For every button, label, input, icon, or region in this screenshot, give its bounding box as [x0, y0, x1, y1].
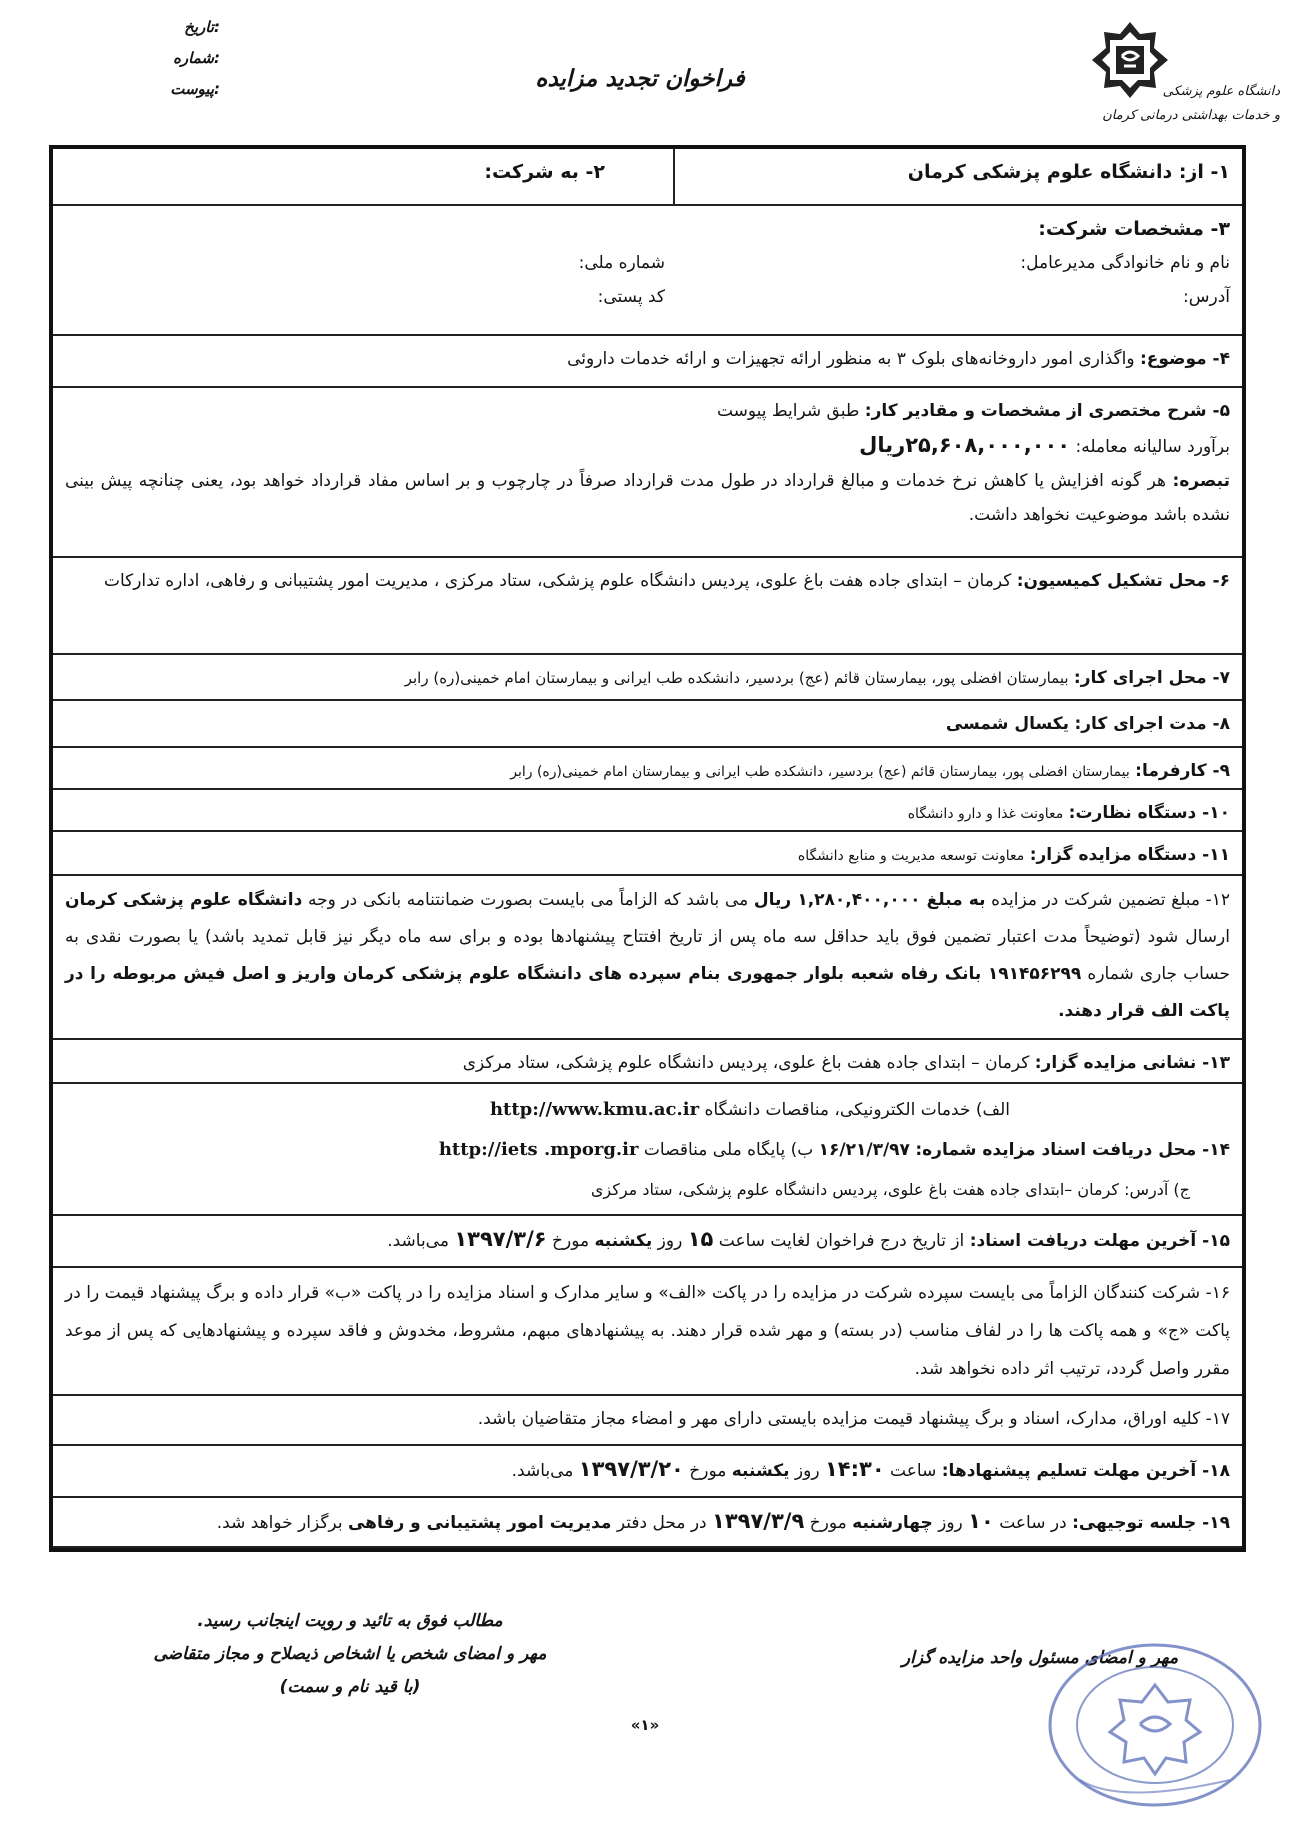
document-title: فراخوان تجدید مزایده	[535, 66, 745, 92]
documents-deadline-hour: ۱۵	[687, 1227, 714, 1251]
briefing-text-b: روز	[938, 1513, 963, 1533]
document-meta	[100, 12, 220, 105]
description-label: ۵- شرح مختصری از مشخصات و مقادیر کار:	[864, 401, 1230, 421]
note-text: هر گونه افزایش یا کاهش نرخ خدمات و مبالغ قرارداد در طول مدت قرارداد صرفاً در چارچوب و بر اساس مفاد قرارداد خواهد بود، یعنی چنانچه پیش بینی نشده باشد موضوعیت نخواهد داشت.	[65, 471, 1230, 525]
employer-label: ۹- کارفرما:	[1135, 761, 1230, 781]
row-briefing-session	[53, 1498, 1242, 1548]
number-label: شماره:	[173, 49, 220, 67]
briefing-text-c: مورخ	[809, 1513, 847, 1533]
iets-website-link[interactable]: http://iets .mporg.ir	[438, 1139, 639, 1160]
work-location-text: بیمارستان افضلی پور، بیمارستان قائم (عج) بردسیر، دانشکده طب ایرانی و بیمارستان امام خمینی(ره) رابر	[404, 669, 1069, 687]
page-number: «۱»	[630, 1716, 660, 1734]
briefing-office: مدیریت امور پشتیبانی و رفاهی	[347, 1513, 612, 1533]
documents-deadline-text-b: روز	[657, 1231, 683, 1251]
national-portal-text: ب) پایگاه ملی مناقصات	[643, 1140, 814, 1160]
auctioneer-address-label: ۱۳- نشانی مزایده گزار:	[1034, 1053, 1230, 1073]
organization-name	[1040, 80, 1280, 128]
documents-deadline-text-c: مورخ	[552, 1231, 590, 1251]
manager-name-label: نام و نام خانوادگی مدیرعامل:	[1020, 253, 1230, 273]
description-text: طبق شرایط پیوست	[716, 401, 860, 421]
estimate-value: ۲۵,۶۰۸,۰۰۰,۰۰۰ریال	[859, 433, 1071, 457]
briefing-date: ۱۳۹۷/۳/۹	[712, 1509, 805, 1533]
commission-place-text: کرمان – ابتدای جاده هفت باغ علوی، پردیس دانشگاه علوم پزشکی، ستاد مرکزی ، مدیریت امور پشتیبانی و رفاهی، اداره تدارکات	[103, 571, 1012, 591]
kmu-website-link[interactable]: http://www.kmu.ac.ir	[489, 1099, 700, 1120]
approval-line-2: مهر و امضای شخص یا اشخاص ذیصلاح و مجاز متقاضی	[153, 1644, 547, 1664]
org-line-2: و خدمات بهداشتی درمانی کرمان	[1102, 108, 1280, 123]
submission-deadline-text-a: ساعت	[890, 1461, 937, 1481]
commission-place-label: ۶- محل تشکیل کمیسیون:	[1016, 571, 1230, 591]
submission-deadline-hour: ۱۴:۳۰	[824, 1457, 885, 1481]
national-id-label: شماره ملی:	[578, 253, 665, 273]
supervisor-text: معاونت غذا و دارو دانشگاه	[907, 806, 1064, 822]
auctioneer-address-text: کرمان – ابتدای جاده هفت باغ علوی، پردیس دانشگاه علوم پزشکی، ستاد مرکزی	[462, 1053, 1030, 1073]
row-subject	[53, 336, 1242, 388]
row-documents-deadline	[53, 1216, 1242, 1268]
guarantee-amount: به مبلغ ۱,۲۸۰,۴۰۰,۰۰۰ ریال	[753, 890, 986, 910]
briefing-day: چهارشنبه	[852, 1513, 933, 1533]
envelopes-text: ۱۶- شرکت کنندگان الزاماً می بایست سپرده شرکت در مزایده را در پاکت «الف» و سایر مدارک و اسناد مزایده را در پاکت «ب» قرار داده و برگ پیشنهاد قیمت را در پاکت «ج» و همه پاکت ها را در لفاف مناسب (در بسته) و مهر شده قرار دهند. به پیشنهادهای مبهم، مشروط، مخدوش و فاقد سپرده و پیشنهادهایی که پس از موعد مقرر واصل گردد، ترتیب اثر داده نخواهد شد.	[65, 1283, 1230, 1379]
guarantee-text-d: ارسال شود (توضیحاً مدت اعتبار تضمین فوق باید حداقل سه ماه پس از تاریخ افتتاح پیشنهادها بوده و برای سه ماه دیگر نیز قابل تمدید باشد) یا بصورت نقدی به حساب جاری شماره	[65, 927, 1231, 984]
org-line-1: دانشگاه علوم پزشکی	[1162, 84, 1280, 99]
submission-deadline-text-d: می‌باشد.	[511, 1461, 574, 1481]
note-label: تبصره:	[1172, 471, 1230, 491]
row-guarantee	[53, 876, 1242, 1040]
documents-deadline-text-d: می‌باشد.	[387, 1231, 449, 1251]
applicant-approval	[80, 1605, 620, 1704]
duration-label: ۸- مدت اجرای کار:	[1074, 714, 1230, 734]
row-documents-location	[53, 1084, 1242, 1216]
guarantee-text-b: می باشد که الزاماً می بایست بصورت ضمانتنامه بانکی در وجه	[308, 890, 749, 910]
row-auctioneer-address	[53, 1040, 1242, 1084]
university-seal-icon	[1040, 1640, 1270, 1810]
documents-deadline-day: یکشنبه	[594, 1231, 653, 1251]
guarantee-account: ۱۹۱۴۵۶۲۹۹ بانک رفاه شعبه بلوار جمهوری بنام سپرده های دانشگاه علوم پزشکی کرمان واریز و اصل فیش مربوطه را در پاکت الف قرار دهند.	[65, 964, 1230, 1021]
row-work-location	[53, 655, 1242, 701]
auctioneer-text: معاونت توسعه مدیریت و منابع دانشگاه	[797, 848, 1025, 864]
from-field: ۱- از: دانشگاه علوم پزشکی کرمان	[907, 161, 1230, 183]
briefing-hour: ۱۰	[968, 1509, 994, 1533]
work-location-label: ۷- محل اجرای کار:	[1073, 668, 1230, 688]
documents-location-label: ۱۴- محل دریافت اسناد مزایده شماره:	[915, 1140, 1230, 1160]
supervisor-label: ۱۰- دستگاه نظارت:	[1068, 803, 1230, 823]
approval-line-3: (با قید نام و سمت)	[279, 1677, 421, 1697]
submission-deadline-label: ۱۸- آخرین مهلت تسلیم پیشنهادها:	[941, 1461, 1230, 1481]
row-company-details	[53, 206, 1242, 336]
row-submission-deadline	[53, 1446, 1242, 1498]
subject-label: ۴- موضوع:	[1139, 349, 1230, 369]
approval-line-1: مطالب فوق به تائید و رویت اینجانب رسید.	[197, 1611, 503, 1631]
submission-deadline-text-c: مورخ	[689, 1461, 727, 1481]
row-from-to	[53, 149, 1242, 206]
row-employer	[53, 748, 1242, 790]
submission-deadline-text-b: روز	[794, 1461, 820, 1481]
auctioneer-label: ۱۱- دستگاه مزایده گزار:	[1029, 845, 1230, 865]
attachment-label: پیوست:	[170, 80, 220, 98]
signatures-requirement-text: ۱۷- کلیه اوراق، مدارک، اسناد و برگ پیشنهاد قیمت مزایده بایستی دارای مهر و امضاء مجاز متقاضیان باشد.	[477, 1409, 1230, 1429]
cell-divider	[673, 149, 675, 204]
employer-text: بیمارستان افضلی پور، بیمارستان قائم (عج) بردسیر، دانشکده طب ایرانی و بیمارستان امام خمینی(ره) رابر	[510, 764, 1130, 780]
company-details-heading: ۳- مشخصات شرکت:	[1038, 218, 1230, 240]
submission-deadline-date: ۱۳۹۷/۳/۲۰	[578, 1457, 684, 1481]
briefing-text-d: در محل دفتر	[616, 1513, 707, 1533]
documents-deadline-date: ۱۳۹۷/۳/۶	[454, 1227, 547, 1251]
row-duration	[53, 701, 1242, 748]
row-signatures-requirement	[53, 1396, 1242, 1446]
guarantee-beneficiary: دانشگاه علوم پزشکی کرمان	[65, 890, 303, 910]
auction-number: ۱۶/۲۱/۳/۹۷	[818, 1140, 910, 1160]
submission-deadline-day: یکشنبه	[731, 1461, 790, 1481]
row-auctioneer	[53, 832, 1242, 876]
duration-text: یکسال شمسی	[945, 714, 1070, 734]
briefing-text-e: برگزار خواهد شد.	[216, 1513, 343, 1533]
to-field: ۲- به شرکت:	[484, 161, 605, 183]
estimate-label: برآورد سالیانه معامله:	[1075, 437, 1230, 457]
briefing-text-a: در ساعت	[999, 1513, 1067, 1533]
documents-deadline-text-a: از تاریخ درج فراخوان لغایت ساعت	[718, 1231, 965, 1251]
address-label: آدرس:	[1183, 287, 1230, 307]
electronic-services-text: الف) خدمات الکترونیکی، مناقصات دانشگاه	[704, 1100, 1010, 1120]
date-label: تاریخ:	[184, 18, 220, 36]
postal-code-label: کد پستی:	[597, 287, 665, 307]
row-supervisor	[53, 790, 1242, 832]
documents-deadline-label: ۱۵- آخرین مهلت دریافت اسناد:	[969, 1231, 1230, 1251]
guarantee-text-a: ۱۲- مبلغ تضمین شرکت در مزایده	[991, 890, 1231, 910]
subject-text: واگذاری امور داروخانه‌های بلوک ۳ به منظور ارائه تجهیزات و ارائه خدمات داروئی	[567, 349, 1135, 369]
documents-address-text: ج) آدرس: کرمان –ابتدای جاده هفت باغ علوی، پردیس دانشگاه علوم پزشکی، ستاد مرکزی	[590, 1180, 1190, 1199]
auctioneer-signature-label: مهر و امضای مسئول واحد مزایده گزار	[901, 1648, 1179, 1668]
briefing-session-label: ۱۹- جلسه توجیهی:	[1072, 1513, 1230, 1533]
row-envelopes	[53, 1268, 1242, 1396]
row-description	[53, 388, 1242, 558]
row-commission-place	[53, 558, 1242, 655]
